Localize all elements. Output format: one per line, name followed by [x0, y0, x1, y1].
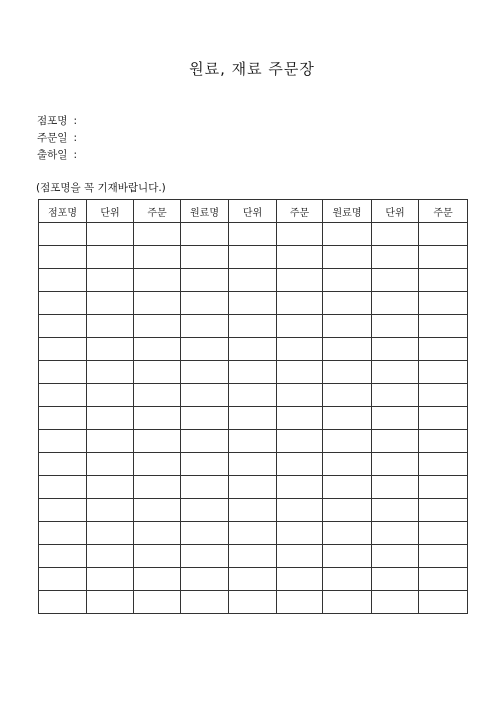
table-cell[interactable]	[134, 384, 181, 407]
table-cell[interactable]	[277, 499, 323, 522]
table-cell[interactable]	[419, 476, 468, 499]
table-cell[interactable]	[419, 223, 468, 246]
table-cell[interactable]	[277, 338, 323, 361]
table-cell[interactable]	[87, 269, 134, 292]
table-cell[interactable]	[372, 430, 419, 453]
table-cell[interactable]	[323, 430, 372, 453]
table-cell[interactable]	[229, 545, 277, 568]
table-cell[interactable]	[87, 430, 134, 453]
table-cell[interactable]	[181, 522, 229, 545]
table-cell[interactable]	[229, 223, 277, 246]
document-title: 원료, 재료 주문장	[189, 60, 315, 78]
table-cell[interactable]	[323, 545, 372, 568]
table-row	[39, 246, 468, 269]
table-cell[interactable]	[87, 476, 134, 499]
store-name-field	[37, 113, 77, 129]
table-cell[interactable]	[181, 545, 229, 568]
table-cell[interactable]	[419, 338, 468, 361]
header-unit: 단위	[87, 200, 134, 223]
table-cell[interactable]	[39, 315, 87, 338]
table-cell[interactable]	[134, 476, 181, 499]
header-order: 주문	[134, 200, 181, 223]
table-cell[interactable]	[372, 292, 419, 315]
table-cell[interactable]	[229, 361, 277, 384]
table-row	[39, 407, 468, 430]
table-cell[interactable]	[39, 269, 87, 292]
table-cell[interactable]	[134, 407, 181, 430]
table-cell[interactable]	[323, 568, 372, 591]
table-cell[interactable]	[134, 269, 181, 292]
table-cell[interactable]	[87, 545, 134, 568]
table-cell[interactable]	[277, 430, 323, 453]
table-cell[interactable]	[87, 499, 134, 522]
table-row	[39, 292, 468, 315]
table-row	[39, 269, 468, 292]
table-cell[interactable]	[39, 407, 87, 430]
table-cell[interactable]	[372, 568, 419, 591]
table-cell[interactable]	[323, 499, 372, 522]
table-cell[interactable]	[372, 384, 419, 407]
table-cell[interactable]	[87, 246, 134, 269]
table-cell[interactable]	[87, 407, 134, 430]
table-cell[interactable]	[39, 430, 87, 453]
ship-date-label: 출하일	[37, 149, 68, 161]
table-cell[interactable]	[229, 292, 277, 315]
table-cell[interactable]	[229, 246, 277, 269]
table-cell[interactable]	[229, 315, 277, 338]
table-cell[interactable]	[181, 338, 229, 361]
table-cell[interactable]	[372, 338, 419, 361]
table-cell[interactable]	[277, 522, 323, 545]
table-row	[39, 361, 468, 384]
table-cell[interactable]	[323, 292, 372, 315]
table-cell[interactable]	[134, 522, 181, 545]
table-cell[interactable]	[323, 269, 372, 292]
table-header-row	[39, 200, 468, 223]
table-cell[interactable]	[181, 499, 229, 522]
table-cell[interactable]	[372, 315, 419, 338]
ship-date-field	[37, 147, 77, 163]
table-cell[interactable]	[323, 246, 372, 269]
table-cell[interactable]	[39, 384, 87, 407]
table-cell[interactable]	[134, 430, 181, 453]
table-cell[interactable]	[372, 269, 419, 292]
table-cell[interactable]	[323, 591, 372, 614]
table-cell[interactable]	[229, 453, 277, 476]
table-cell[interactable]	[39, 568, 87, 591]
table-cell[interactable]	[277, 269, 323, 292]
table-cell[interactable]	[229, 522, 277, 545]
table-cell[interactable]	[181, 269, 229, 292]
table-row	[39, 499, 468, 522]
table-cell[interactable]	[134, 223, 181, 246]
table-cell[interactable]	[277, 407, 323, 430]
table-cell[interactable]	[229, 407, 277, 430]
table-row	[39, 430, 468, 453]
table-cell[interactable]	[39, 246, 87, 269]
table-cell[interactable]	[181, 453, 229, 476]
table-cell[interactable]	[419, 246, 468, 269]
order-date-label: 주문일	[37, 132, 68, 144]
table-row	[39, 338, 468, 361]
table-cell[interactable]	[87, 361, 134, 384]
table-cell[interactable]	[372, 453, 419, 476]
table-cell[interactable]	[419, 315, 468, 338]
header-material-name: 원료명	[323, 200, 372, 223]
table-cell[interactable]	[39, 223, 87, 246]
table-cell[interactable]	[372, 591, 419, 614]
table-cell[interactable]	[134, 499, 181, 522]
table-cell[interactable]	[134, 292, 181, 315]
table-cell[interactable]	[181, 223, 229, 246]
table-cell[interactable]	[87, 522, 134, 545]
table-row	[39, 476, 468, 499]
table-cell[interactable]	[419, 384, 468, 407]
table-cell[interactable]	[229, 269, 277, 292]
table-cell[interactable]	[323, 223, 372, 246]
table-cell[interactable]	[277, 384, 323, 407]
table-body	[39, 223, 468, 614]
table-cell[interactable]	[134, 315, 181, 338]
table-cell[interactable]	[372, 499, 419, 522]
table-cell[interactable]	[134, 361, 181, 384]
table-cell[interactable]	[419, 568, 468, 591]
order-date-sep: :	[73, 132, 77, 144]
order-table	[38, 199, 468, 614]
table-cell[interactable]	[87, 292, 134, 315]
header-order: 주문	[419, 200, 468, 223]
table-cell[interactable]	[372, 246, 419, 269]
table-cell[interactable]	[87, 223, 134, 246]
table-cell[interactable]	[277, 361, 323, 384]
header-material-name: 원료명	[181, 200, 229, 223]
store-name-label: 점포명	[37, 115, 68, 127]
table-cell[interactable]	[39, 292, 87, 315]
table-row	[39, 568, 468, 591]
table-cell[interactable]	[134, 338, 181, 361]
table-cell[interactable]	[419, 292, 468, 315]
table-cell[interactable]	[323, 338, 372, 361]
table-row	[39, 453, 468, 476]
table-cell[interactable]	[323, 453, 372, 476]
table-cell[interactable]	[229, 384, 277, 407]
table-cell[interactable]	[39, 453, 87, 476]
table-cell[interactable]	[277, 223, 323, 246]
table-cell[interactable]	[419, 430, 468, 453]
table-cell[interactable]	[39, 476, 87, 499]
table-cell[interactable]	[181, 315, 229, 338]
header-order: 주문	[277, 200, 323, 223]
table-cell[interactable]	[181, 591, 229, 614]
header-store-name: 점포명	[39, 200, 87, 223]
table-cell[interactable]	[39, 499, 87, 522]
table-cell[interactable]	[419, 499, 468, 522]
table-cell[interactable]	[39, 338, 87, 361]
table-row	[39, 315, 468, 338]
table-cell[interactable]	[87, 591, 134, 614]
header-unit: 단위	[229, 200, 277, 223]
table-cell[interactable]	[323, 407, 372, 430]
table-cell[interactable]	[87, 568, 134, 591]
table-cell[interactable]	[134, 591, 181, 614]
table-cell[interactable]	[277, 568, 323, 591]
table-cell[interactable]	[87, 315, 134, 338]
table-cell[interactable]	[134, 545, 181, 568]
ship-date-sep: :	[73, 149, 77, 161]
table-cell[interactable]	[181, 361, 229, 384]
table-cell[interactable]	[323, 384, 372, 407]
table-cell[interactable]	[181, 407, 229, 430]
table-cell[interactable]	[229, 568, 277, 591]
table-cell[interactable]	[39, 591, 87, 614]
table-cell[interactable]	[229, 430, 277, 453]
table-cell[interactable]	[419, 407, 468, 430]
table-row	[39, 384, 468, 407]
table-cell[interactable]	[39, 522, 87, 545]
table-cell[interactable]	[372, 361, 419, 384]
table-cell[interactable]	[134, 453, 181, 476]
header-unit: 단위	[372, 200, 419, 223]
table-cell[interactable]	[87, 453, 134, 476]
table-cell[interactable]	[419, 361, 468, 384]
table-cell[interactable]	[372, 522, 419, 545]
table-cell[interactable]	[323, 522, 372, 545]
table-cell[interactable]	[372, 476, 419, 499]
table-cell[interactable]	[229, 338, 277, 361]
table-cell[interactable]	[39, 361, 87, 384]
table-cell[interactable]	[229, 591, 277, 614]
table-cell[interactable]	[181, 246, 229, 269]
table-cell[interactable]	[323, 476, 372, 499]
table-cell[interactable]	[277, 476, 323, 499]
table-cell[interactable]	[419, 522, 468, 545]
table-row	[39, 223, 468, 246]
table-cell[interactable]	[323, 361, 372, 384]
order-date-field	[37, 130, 77, 146]
table-cell[interactable]	[277, 545, 323, 568]
table-cell[interactable]	[419, 591, 468, 614]
table-cell[interactable]	[323, 315, 372, 338]
table-cell[interactable]	[277, 292, 323, 315]
table-cell[interactable]	[181, 384, 229, 407]
table-cell[interactable]	[229, 499, 277, 522]
table-cell[interactable]	[372, 407, 419, 430]
table-cell[interactable]	[277, 453, 323, 476]
table-row	[39, 591, 468, 614]
table-cell[interactable]	[372, 545, 419, 568]
table-cell[interactable]	[419, 269, 468, 292]
table-cell[interactable]	[87, 384, 134, 407]
table-cell[interactable]	[181, 430, 229, 453]
table-cell[interactable]	[181, 292, 229, 315]
store-name-sep: :	[73, 115, 77, 127]
table-cell[interactable]	[39, 545, 87, 568]
table-cell[interactable]	[87, 338, 134, 361]
table-cell[interactable]	[419, 453, 468, 476]
table-cell[interactable]	[229, 476, 277, 499]
table-row	[39, 545, 468, 568]
table-cell[interactable]	[372, 223, 419, 246]
table-cell[interactable]	[277, 591, 323, 614]
table-row	[39, 522, 468, 545]
table-cell[interactable]	[134, 246, 181, 269]
table-cell[interactable]	[181, 476, 229, 499]
table-cell[interactable]	[277, 315, 323, 338]
table-cell[interactable]	[181, 568, 229, 591]
table-cell[interactable]	[134, 568, 181, 591]
instruction-note: (점포명을 꼭 기재바랍니다.)	[36, 182, 166, 194]
table-cell[interactable]	[277, 246, 323, 269]
table-cell[interactable]	[419, 545, 468, 568]
